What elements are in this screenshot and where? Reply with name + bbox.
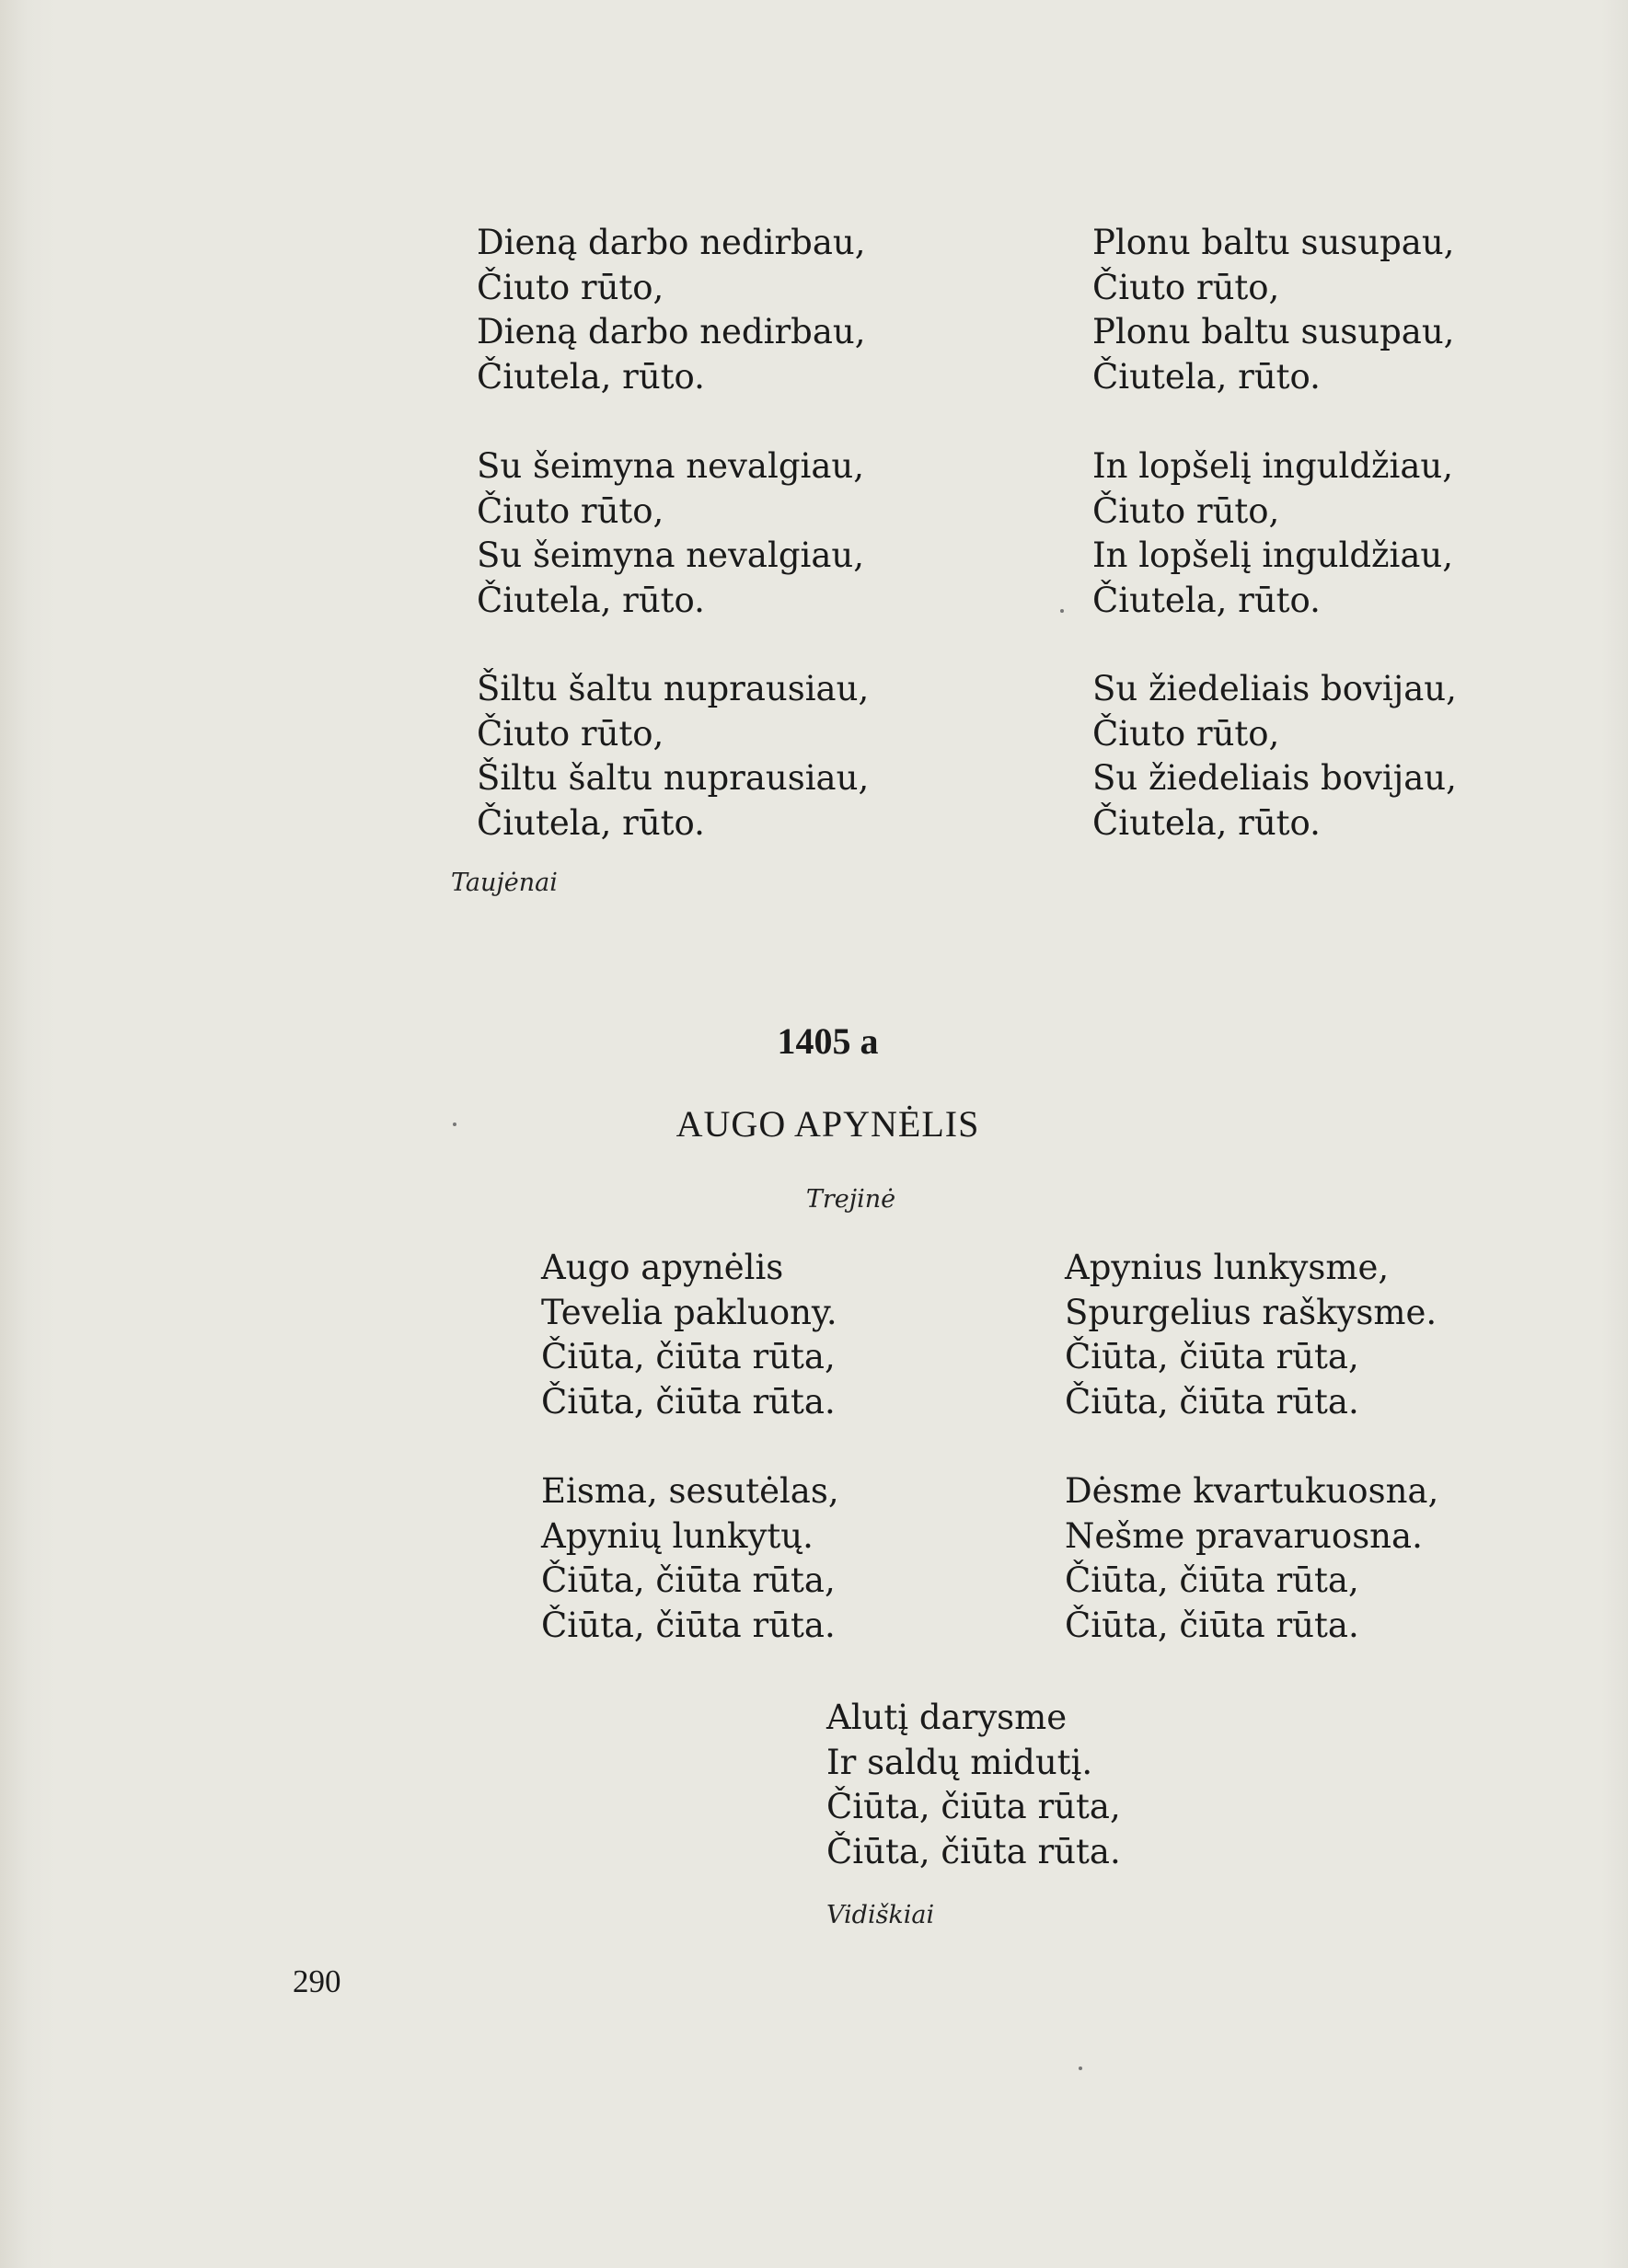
stanza-left-3: [477, 667, 869, 846]
verse-line: Dėsme kvartukuosna,: [1065, 1471, 1439, 1511]
verse-line: In lopšelį inguldžiau,: [1092, 535, 1453, 575]
song-title: AUGO APYNĖLIS: [675, 1103, 980, 1145]
verse-line: Čiūta, čiūta rūta,: [541, 1560, 836, 1600]
verse-line: Čiuto rūto,: [477, 490, 664, 531]
verse-line: Čiūta, čiūta rūta.: [541, 1605, 836, 1645]
stanza-left-1: [477, 221, 865, 399]
song-place-name: Vidiškiai: [826, 1901, 935, 1929]
verse-line: Čiūta, čiūta rūta,: [1065, 1337, 1359, 1376]
verse-line: Čiūta, čiūta rūta.: [541, 1381, 836, 1422]
song-stanza-right-2: [1065, 1469, 1438, 1648]
verse-line: Čiūta, čiūta rūta,: [541, 1337, 836, 1376]
verse-line: Čiūta, čiūta rūta,: [1065, 1560, 1359, 1600]
verse-line: Augo apynėlis: [541, 1248, 784, 1287]
verse-line: Plonu baltu susupau,: [1092, 223, 1455, 262]
verse-line: Čiūta, čiūta rūta.: [1065, 1605, 1359, 1645]
verse-line: In lopšelį inguldžiau,: [1092, 446, 1453, 486]
page-number: 290: [293, 1963, 341, 1999]
song-subtitle: Trejinė: [805, 1185, 896, 1214]
song-stanza-left-1: [541, 1246, 837, 1424]
verse-line: Su žiedeliais bovijau,: [1092, 758, 1457, 798]
verse-line: Šiltu šaltu nuprausiau,: [477, 758, 870, 798]
song-number: 1405 a: [777, 1020, 879, 1062]
verse-line: Čiutela, rūto.: [1092, 356, 1321, 397]
verse-line: Dieną darbo nedirbau,: [477, 223, 866, 262]
print-speck: [453, 1122, 456, 1126]
verse-line: Čiuto rūto,: [1092, 267, 1280, 307]
song-stanza-left-2: [541, 1469, 839, 1648]
verse-line: Apynių lunkytų.: [541, 1515, 814, 1556]
verse-line: Čiutela, rūto.: [477, 356, 705, 397]
stanza-right-1: [1092, 221, 1454, 399]
verse-line: Čiuto rūto,: [1092, 490, 1280, 531]
song-stanza-center: [826, 1696, 1121, 1874]
verse-line: Čiūta, čiūta rūta.: [826, 1831, 1121, 1871]
stanza-right-2: [1092, 444, 1453, 623]
verse-line: Šiltu šaltu nuprausiau,: [477, 669, 870, 708]
print-speck: [1079, 2067, 1082, 2070]
stanza-right-3: [1092, 667, 1457, 846]
verse-line: Eisma, sesutėlas,: [541, 1471, 839, 1511]
place-name: Taujėnai: [451, 869, 558, 897]
verse-line: Su šeimyna nevalgiau,: [477, 446, 864, 486]
verse-line: Su žiedeliais bovijau,: [1092, 669, 1457, 708]
verse-line: Alutį darysme: [826, 1698, 1068, 1737]
verse-line: Tevelia pakluony.: [541, 1292, 837, 1332]
verse-line: Čiutela, rūto.: [477, 802, 705, 843]
stanza-left-2: [477, 444, 864, 623]
verse-line: Dieną darbo nedirbau,: [477, 312, 866, 351]
verse-line: Čiūta, čiūta rūta,: [826, 1787, 1121, 1826]
verse-line: Apynius lunkysme,: [1065, 1248, 1390, 1287]
song-stanza-right-1: [1065, 1246, 1437, 1424]
verse-line: Ir saldų midutį.: [826, 1742, 1093, 1782]
verse-line: Čiuto rūto,: [477, 267, 664, 307]
verse-line: Plonu baltu susupau,: [1092, 312, 1455, 351]
verse-line: Čiuto rūto,: [1092, 713, 1280, 754]
verse-line: Čiutela, rūto.: [1092, 802, 1321, 843]
verse-line: Čiutela, rūto.: [477, 580, 705, 620]
verse-line: Čiutela, rūto.: [1092, 580, 1321, 620]
print-speck: [1060, 609, 1064, 613]
verse-line: Nešme pravaruosna.: [1065, 1515, 1423, 1556]
verse-line: Čiūta, čiūta rūta.: [1065, 1381, 1359, 1422]
verse-line: Čiuto rūto,: [477, 713, 664, 754]
verse-line: Su šeimyna nevalgiau,: [477, 535, 864, 575]
verse-line: Spurgelius raškysme.: [1065, 1292, 1437, 1332]
